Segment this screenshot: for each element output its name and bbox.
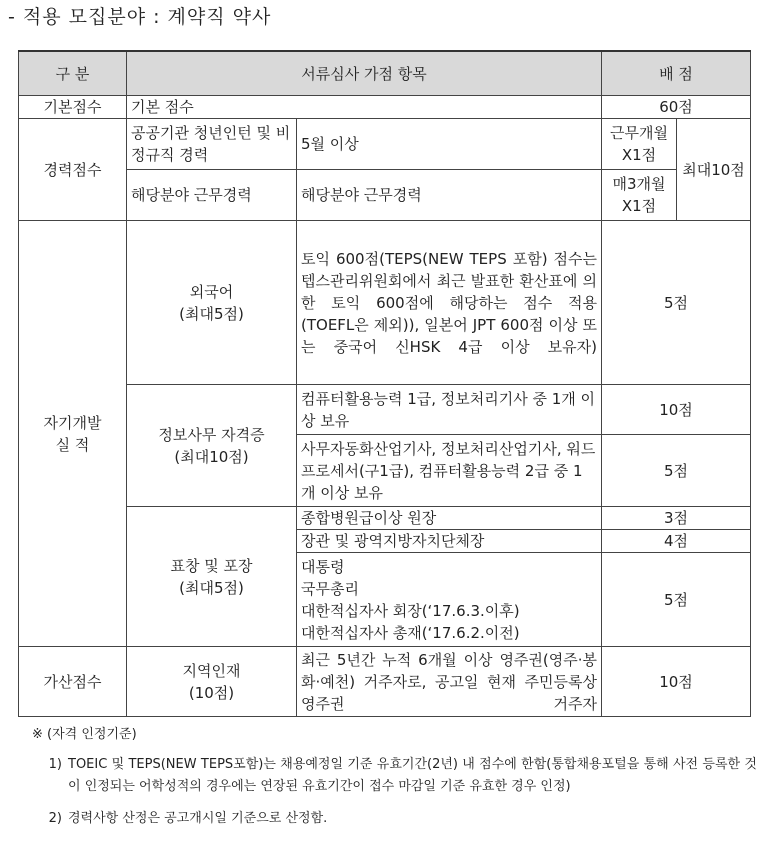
table-row	[19, 96, 751, 119]
table-row	[19, 507, 751, 530]
bonus-label: 가산점수	[19, 647, 127, 717]
score-table	[18, 50, 751, 717]
basic-label: 기본점수	[19, 96, 127, 119]
career-row1-score-a: 근무개월	[610, 124, 668, 142]
lang-detail: 토익 600점(TEPS(NEW TEPS 포함) 점수는 텝스관리위원회에서 최근 발표한 환산표에 의한 토익 600점에 해당하는 점수 적용 (TOEFL은 제외)), 일본어 JPT 600점 이상 또는 중국어 신HSK 4급 이상 보유자)	[297, 221, 602, 385]
award-row1-detail: 종합병원급이상 원장	[297, 507, 602, 530]
award-row3-score: 5점	[602, 553, 751, 647]
cert-max: (최대10점)	[174, 447, 249, 466]
cert-row1-score: 10점	[602, 385, 751, 435]
career-row2-detail: 해당분야 근무경력	[297, 170, 602, 221]
award-row3-line: 대한적십자사 회장(‘17.6.3.이후)	[301, 601, 520, 620]
basic-item: 기본 점수	[127, 96, 602, 119]
note-text: TOEIC 및 TEPS(NEW TEPS포함)는 채용예정일 기준 유효기간(2년) 내 점수에 한함(통합채용포털을 통해 사전 등록한 것이 인정되는 어학성적의 경우에는 연장된 유효기간이 접수 마감일 기준 유효한 경우 인정)	[68, 757, 757, 794]
header-items: 서류심사 가점 항목	[127, 51, 602, 96]
career-row1-score-b: X1점	[621, 146, 657, 164]
cert-row2-detail: 사무자동화산업기사, 정보처리산업기사, 워드프로세서(구1급), 컴퓨터활용능력 2급 중 1개 이상 보유	[297, 435, 602, 507]
career-row1-item: 공공기관 청년인턴 및 비정규직 경력	[127, 119, 297, 170]
selfdev-label-b: 실 적	[55, 435, 90, 454]
note-text: 경력사항 산정은 공고개시일 기준으로 산정함.	[68, 811, 328, 826]
award-row3-line: 대한적십자사 총재(‘17.6.2.이전)	[301, 623, 520, 642]
award-row1-score: 3점	[602, 507, 751, 530]
lang-max: (최대5점)	[179, 304, 244, 323]
career-row2-score-b: X1점	[621, 197, 657, 215]
career-row1-detail: 5월 이상	[297, 119, 602, 170]
header-category: 구 분	[19, 51, 127, 96]
lang-name: 외국어	[189, 282, 234, 301]
note-number: 2)	[48, 811, 62, 826]
bonus-detail: 최근 5년간 누적 6개월 이상 영주권(영주·봉화·예천) 거주자로, 공고일 현재 주민등록상 영주권 거주자	[297, 647, 602, 717]
table-row	[19, 647, 751, 717]
award-row3-line: 국무총리	[301, 579, 359, 598]
notes-heading: ※ (자격 인정기준)	[32, 727, 137, 742]
selfdev-label	[19, 221, 127, 647]
award-name: 표창 및 포장	[170, 556, 253, 575]
career-row2-score	[602, 170, 677, 221]
header-score: 배 점	[602, 51, 751, 96]
cert-name-cell	[127, 385, 297, 507]
award-name-cell	[127, 507, 297, 647]
table-row	[19, 221, 751, 385]
table-row	[19, 385, 751, 435]
award-max: (최대5점)	[179, 578, 244, 597]
table-header-row	[19, 51, 751, 96]
lang-name-cell	[127, 221, 297, 385]
award-row2-score: 4점	[602, 530, 751, 553]
note-item	[32, 808, 757, 830]
cert-name: 정보사무 자격증	[158, 425, 265, 444]
page-title: - 적용 모집분야 : 계약직 약사	[8, 6, 272, 28]
notes-section	[32, 723, 757, 840]
career-row2-score-a: 매3개월	[612, 175, 666, 193]
lang-score: 5점	[602, 221, 751, 385]
bonus-score: 10점	[602, 647, 751, 717]
bonus-name-cell	[127, 647, 297, 717]
career-row1-score	[602, 119, 677, 170]
table-row	[19, 119, 751, 170]
bonus-max: (10점)	[188, 683, 235, 702]
note-item	[32, 754, 757, 798]
selfdev-label-a: 자기개발	[43, 413, 102, 432]
career-row2-item: 해당분야 근무경력	[127, 170, 297, 221]
cert-row1-detail: 컴퓨터활용능력 1급, 정보처리기사 중 1개 이상 보유	[297, 385, 602, 435]
note-number: 1)	[48, 757, 62, 772]
award-row3-detail	[297, 553, 602, 647]
award-row2-detail: 장관 및 광역지방자치단체장	[297, 530, 602, 553]
basic-score: 60점	[602, 96, 751, 119]
bonus-name: 지역인재	[182, 661, 241, 680]
award-row3-line: 대통령	[301, 557, 345, 576]
career-max: 최대10점	[677, 119, 751, 221]
career-label: 경력점수	[19, 119, 127, 221]
table-row	[19, 170, 751, 221]
cert-row2-score: 5점	[602, 435, 751, 507]
